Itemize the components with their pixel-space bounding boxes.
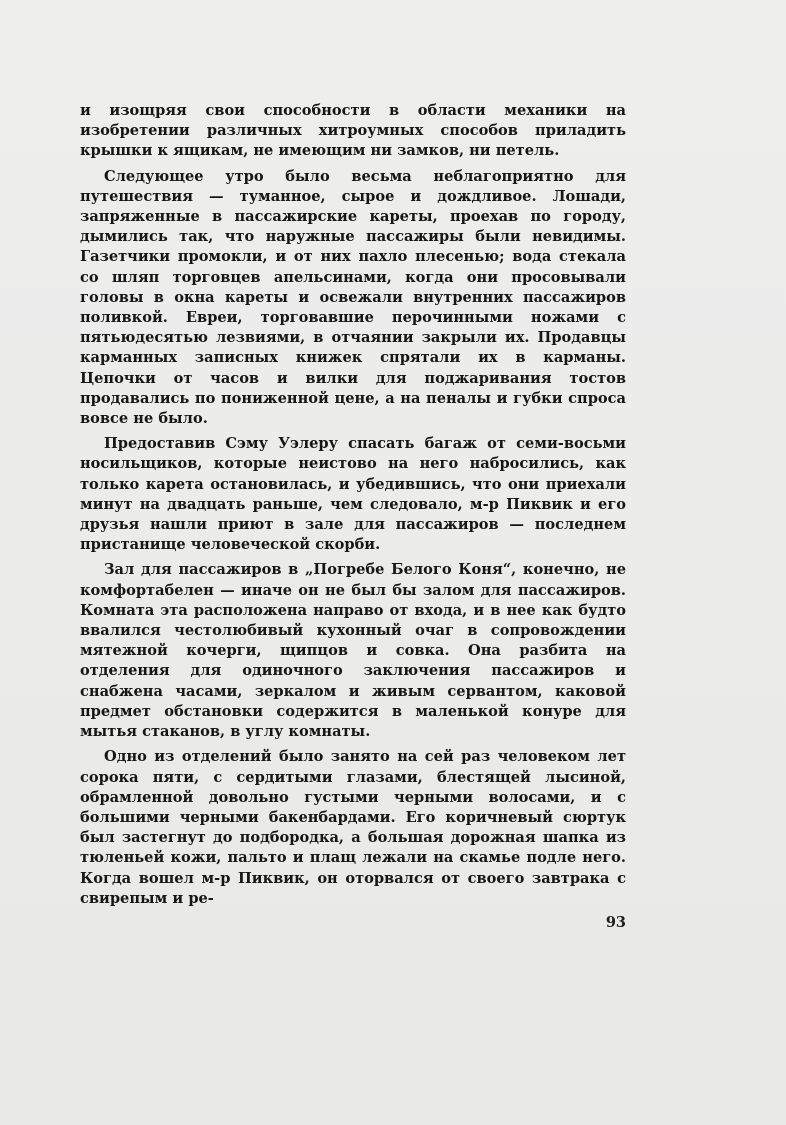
paragraph-next-morning: Следующее утро было весьма неблагоприятно для путешествия — туманное, сырое и дождливое. Лошади, запряженные в пассажирские кареты, проехав по городу, дымились так, что наружные пассажиры были невидимы. Газетчики промокли, и от них пахло плесенью; вода стекала со шляп торговцев апельсинами, когда они просовывали головы в окна кареты и освежали внутренних пассажиров поливкой. Евреи, торговавшие перочинными ножами с пятьюдесятью лезвиями, в отчаянии закрыли их. Продавцы карманных записных книжек спрятали их в карманы. Цепочки от часов и вилки для поджаривания тостов продавались по пониженной цене, а на пеналы и губки спроса вовсе не было. — [80, 167, 626, 428]
paragraph-waiting-room: Зал для пассажиров в „Погребе Белого Коня“, конечно, не комфортабелен — иначе он не был бы залом для пассажиров. Комната эта расположена направо от входа, и в нее как будто ввалился честолюбивый кухонный очаг в сопровождении мятежной кочерги, щипцов и совка. Она разбита на отделения для одиночного заключения пассажиров и снабжена часами, зеркалом и живым сервантом, каковой предмет обстановки содержится в маленькой конуре для мытья стаканов, в углу комнаты. — [80, 561, 626, 741]
paragraph-continuation: и изощряя свои способности в области механики на изобретении различных хитроумных способов приладить крышки к ящикам, не имеющим ни замков, ни петель. — [80, 102, 626, 160]
paragraph-sam-weller: Предоставив Сэму Уэлеру спасать багаж от семи-восьми носильщиков, которые неистово на него набросились, как только карета остановилась, и убедившись, что они приехали минут на двадцать раньше, чем следовало, м-р Пиквик и его друзья нашли приют в зале для пассажиров — последнем пристанище человеческой скорби. — [80, 435, 626, 554]
page-number: 93 — [605, 914, 626, 931]
paragraph-stranger: Одно из отделений было занято на сей раз человеком лет сорока пяти, с сердитыми глазами, блестящей лысиной, обрамленной довольно густыми черными волосами, и с большими черными бакенбардами. Его коричневый сюртук был застегнут до подбородка, а большая дорожная шапка из тюленьей кожи, пальто и плащ лежали на скамье подле него. Когда вошел м-р Пиквик, он оторвался от своего завтрака с свирепым и ре- — [80, 748, 626, 907]
body-text — [80, 101, 626, 914]
